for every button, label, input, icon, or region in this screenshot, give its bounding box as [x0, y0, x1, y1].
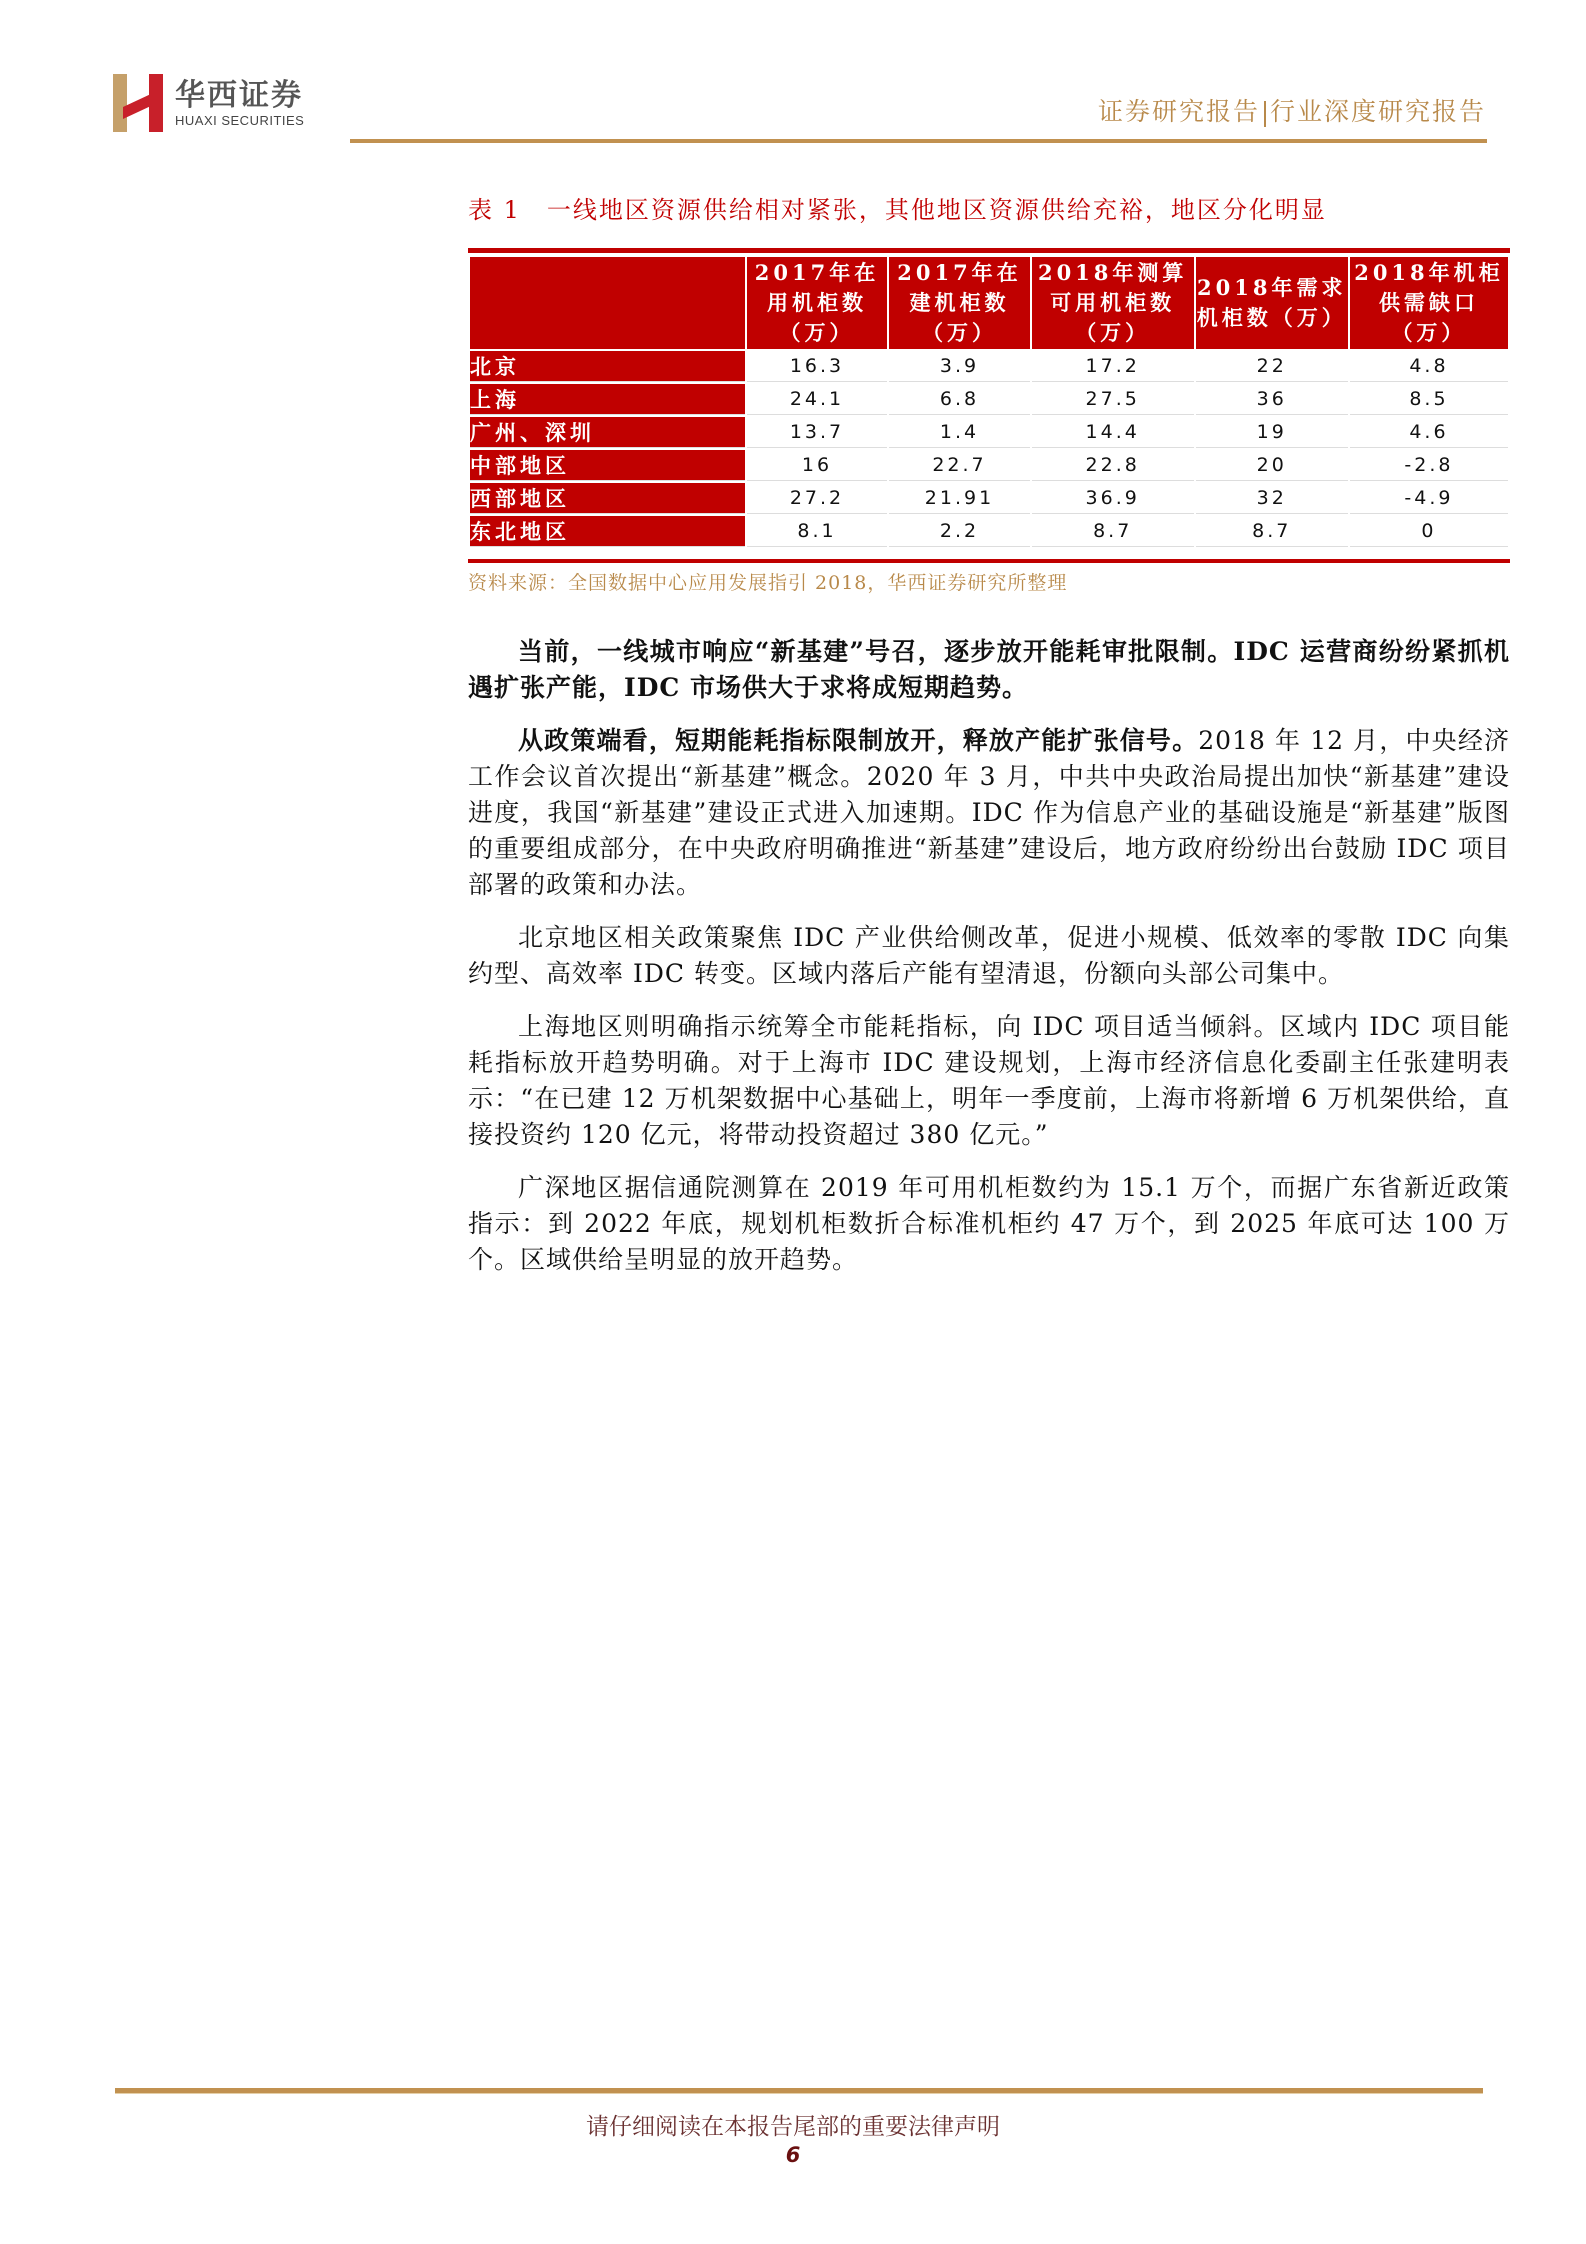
table-cell: 32	[1196, 483, 1348, 514]
table-row	[470, 483, 1508, 514]
table-cell: 4.8	[1350, 351, 1508, 382]
table-cell: 13.7	[747, 417, 887, 448]
header-rule	[350, 139, 1487, 143]
table-top-rule	[468, 248, 1510, 253]
row-header: 中部地区	[470, 450, 745, 481]
table-cell: 2.2	[889, 516, 1029, 547]
row-header: 东北地区	[470, 516, 745, 547]
table-cell: 0	[1350, 516, 1508, 547]
paragraph-text: 2018 年 12 月，中央经济工作会议首次提出“新基建”概念。2020 年 3 月，中共中央政治局提出加快“新基建”建设进度，我国“新基建”建设正式进入加速期。IDC 作为信息产业的基础设施是“新基建”版图的重要组成部分，在中央政府明确推进“新基建”建设后，地方政府纷纷出台鼓励 IDC 项目部署的政策和办法。	[468, 726, 1510, 899]
table-cell: 27.5	[1032, 384, 1194, 415]
paragraph	[468, 1009, 1510, 1153]
data-table	[468, 255, 1510, 549]
company-logo	[113, 74, 304, 132]
paragraph	[468, 920, 1510, 992]
table-row	[470, 417, 1508, 448]
row-header: 西部地区	[470, 483, 745, 514]
paragraph	[468, 634, 1510, 706]
table-cell: 20	[1196, 450, 1348, 481]
footer-rule	[115, 2088, 1483, 2094]
table-cell: 27.2	[747, 483, 887, 514]
table-bottom-rule	[468, 559, 1510, 563]
paragraph-text: 北京地区相关政策聚焦 IDC 产业供给侧改革，促进小规模、低效率的零散 IDC 向集约型、高效率 IDC 转变。区域内落后产能有望清退，份额向头部公司集中。	[468, 923, 1510, 988]
table-cell: 16	[747, 450, 887, 481]
table-row	[470, 450, 1508, 481]
report-subtype: 行业深度研究报告	[1269, 97, 1486, 126]
table-cell: 22.7	[889, 450, 1029, 481]
table-cell: 36	[1196, 384, 1348, 415]
table-cell: -4.9	[1350, 483, 1508, 514]
logo-name-en: HUAXI SECURITIES	[175, 112, 305, 128]
logo-h-icon	[113, 74, 163, 132]
paragraph-lead: 从政策端看，短期能耗指标限制放开，释放产能扩张信号。	[518, 726, 1199, 755]
table-cell: 22.8	[1032, 450, 1194, 481]
paragraph	[468, 723, 1510, 903]
table-cell: 8.7	[1032, 516, 1194, 547]
table-cell: 8.5	[1350, 384, 1508, 415]
logo-name-cn: 华西证券	[175, 77, 303, 113]
table-row	[470, 516, 1508, 547]
header-divider	[1264, 101, 1266, 127]
table-cell: 8.7	[1196, 516, 1348, 547]
table-cell: 14.4	[1032, 417, 1194, 448]
body-text	[468, 634, 1510, 1295]
table-source: 资料来源：全国数据中心应用发展指引 2018，华西证券研究所整理	[468, 572, 1068, 594]
table-cell: -2.8	[1350, 450, 1508, 481]
table-cell: 17.2	[1032, 351, 1194, 382]
table-row	[470, 351, 1508, 382]
table-cell: 6.8	[889, 384, 1029, 415]
page-number: 6	[785, 2143, 801, 2167]
table-cell: 3.9	[889, 351, 1029, 382]
table-cell: 21.91	[889, 483, 1029, 514]
table-cell: 24.1	[747, 384, 887, 415]
column-header: 2018年需求机柜数（万）	[1196, 257, 1348, 349]
paragraph	[468, 1170, 1510, 1278]
row-header: 广州、深圳	[470, 417, 745, 448]
paragraph-lead: 当前，一线城市响应“新基建”号召，逐步放开能耗审批限制。IDC 运营商纷纷紧抓机遇扩张产能，IDC 市场供大于求将成短期趋势。	[468, 637, 1510, 702]
report-type: 证券研究报告	[1097, 97, 1260, 126]
table-cell: 19	[1196, 417, 1348, 448]
table-cell: 1.4	[889, 417, 1029, 448]
table-cell: 22	[1196, 351, 1348, 382]
column-header	[470, 257, 745, 349]
paragraph-text: 上海地区则明确指示统筹全市能耗指标，向 IDC 项目适当倾斜。区域内 IDC 项目能耗指标放开趋势明确。对于上海市 IDC 建设规划，上海市经济信息化委副主任张建明表示：“在已建 12 万机架数据中心基础上，明年一季度前，上海市将新增 6 万机架供给，直接投资约 120 亿元，将带动投资超过 380 亿元。”	[468, 1012, 1510, 1149]
report-type-header	[1098, 92, 1486, 128]
table-cell: 4.6	[1350, 417, 1508, 448]
row-header: 上海	[470, 384, 745, 415]
column-header: 2018年测算可用机柜数（万）	[1032, 257, 1194, 349]
table-cell: 16.3	[747, 351, 887, 382]
table-cell: 36.9	[1032, 483, 1194, 514]
column-header: 2017年在建机柜数（万）	[889, 257, 1029, 349]
table-caption: 表 1 一线地区资源供给相对紧张，其他地区资源供给充裕，地区分化明显	[468, 196, 1327, 224]
table-cell: 8.1	[747, 516, 887, 547]
paragraph-text: 广深地区据信通院测算在 2019 年可用机柜数约为 15.1 万个，而据广东省新近政策指示：到 2022 年底，规划机柜数折合标准机柜约 47 万个，到 2025 年底可达 100 万个。区域供给呈明显的放开趋势。	[468, 1173, 1510, 1274]
legal-disclaimer: 请仔细阅读在本报告尾部的重要法律声明	[586, 2114, 1000, 2140]
column-header: 2018年机柜供需缺口（万）	[1350, 257, 1508, 349]
table-row	[470, 384, 1508, 415]
row-header: 北京	[470, 351, 745, 382]
column-header: 2017年在用机柜数（万）	[747, 257, 887, 349]
table-header-row	[470, 257, 1508, 349]
